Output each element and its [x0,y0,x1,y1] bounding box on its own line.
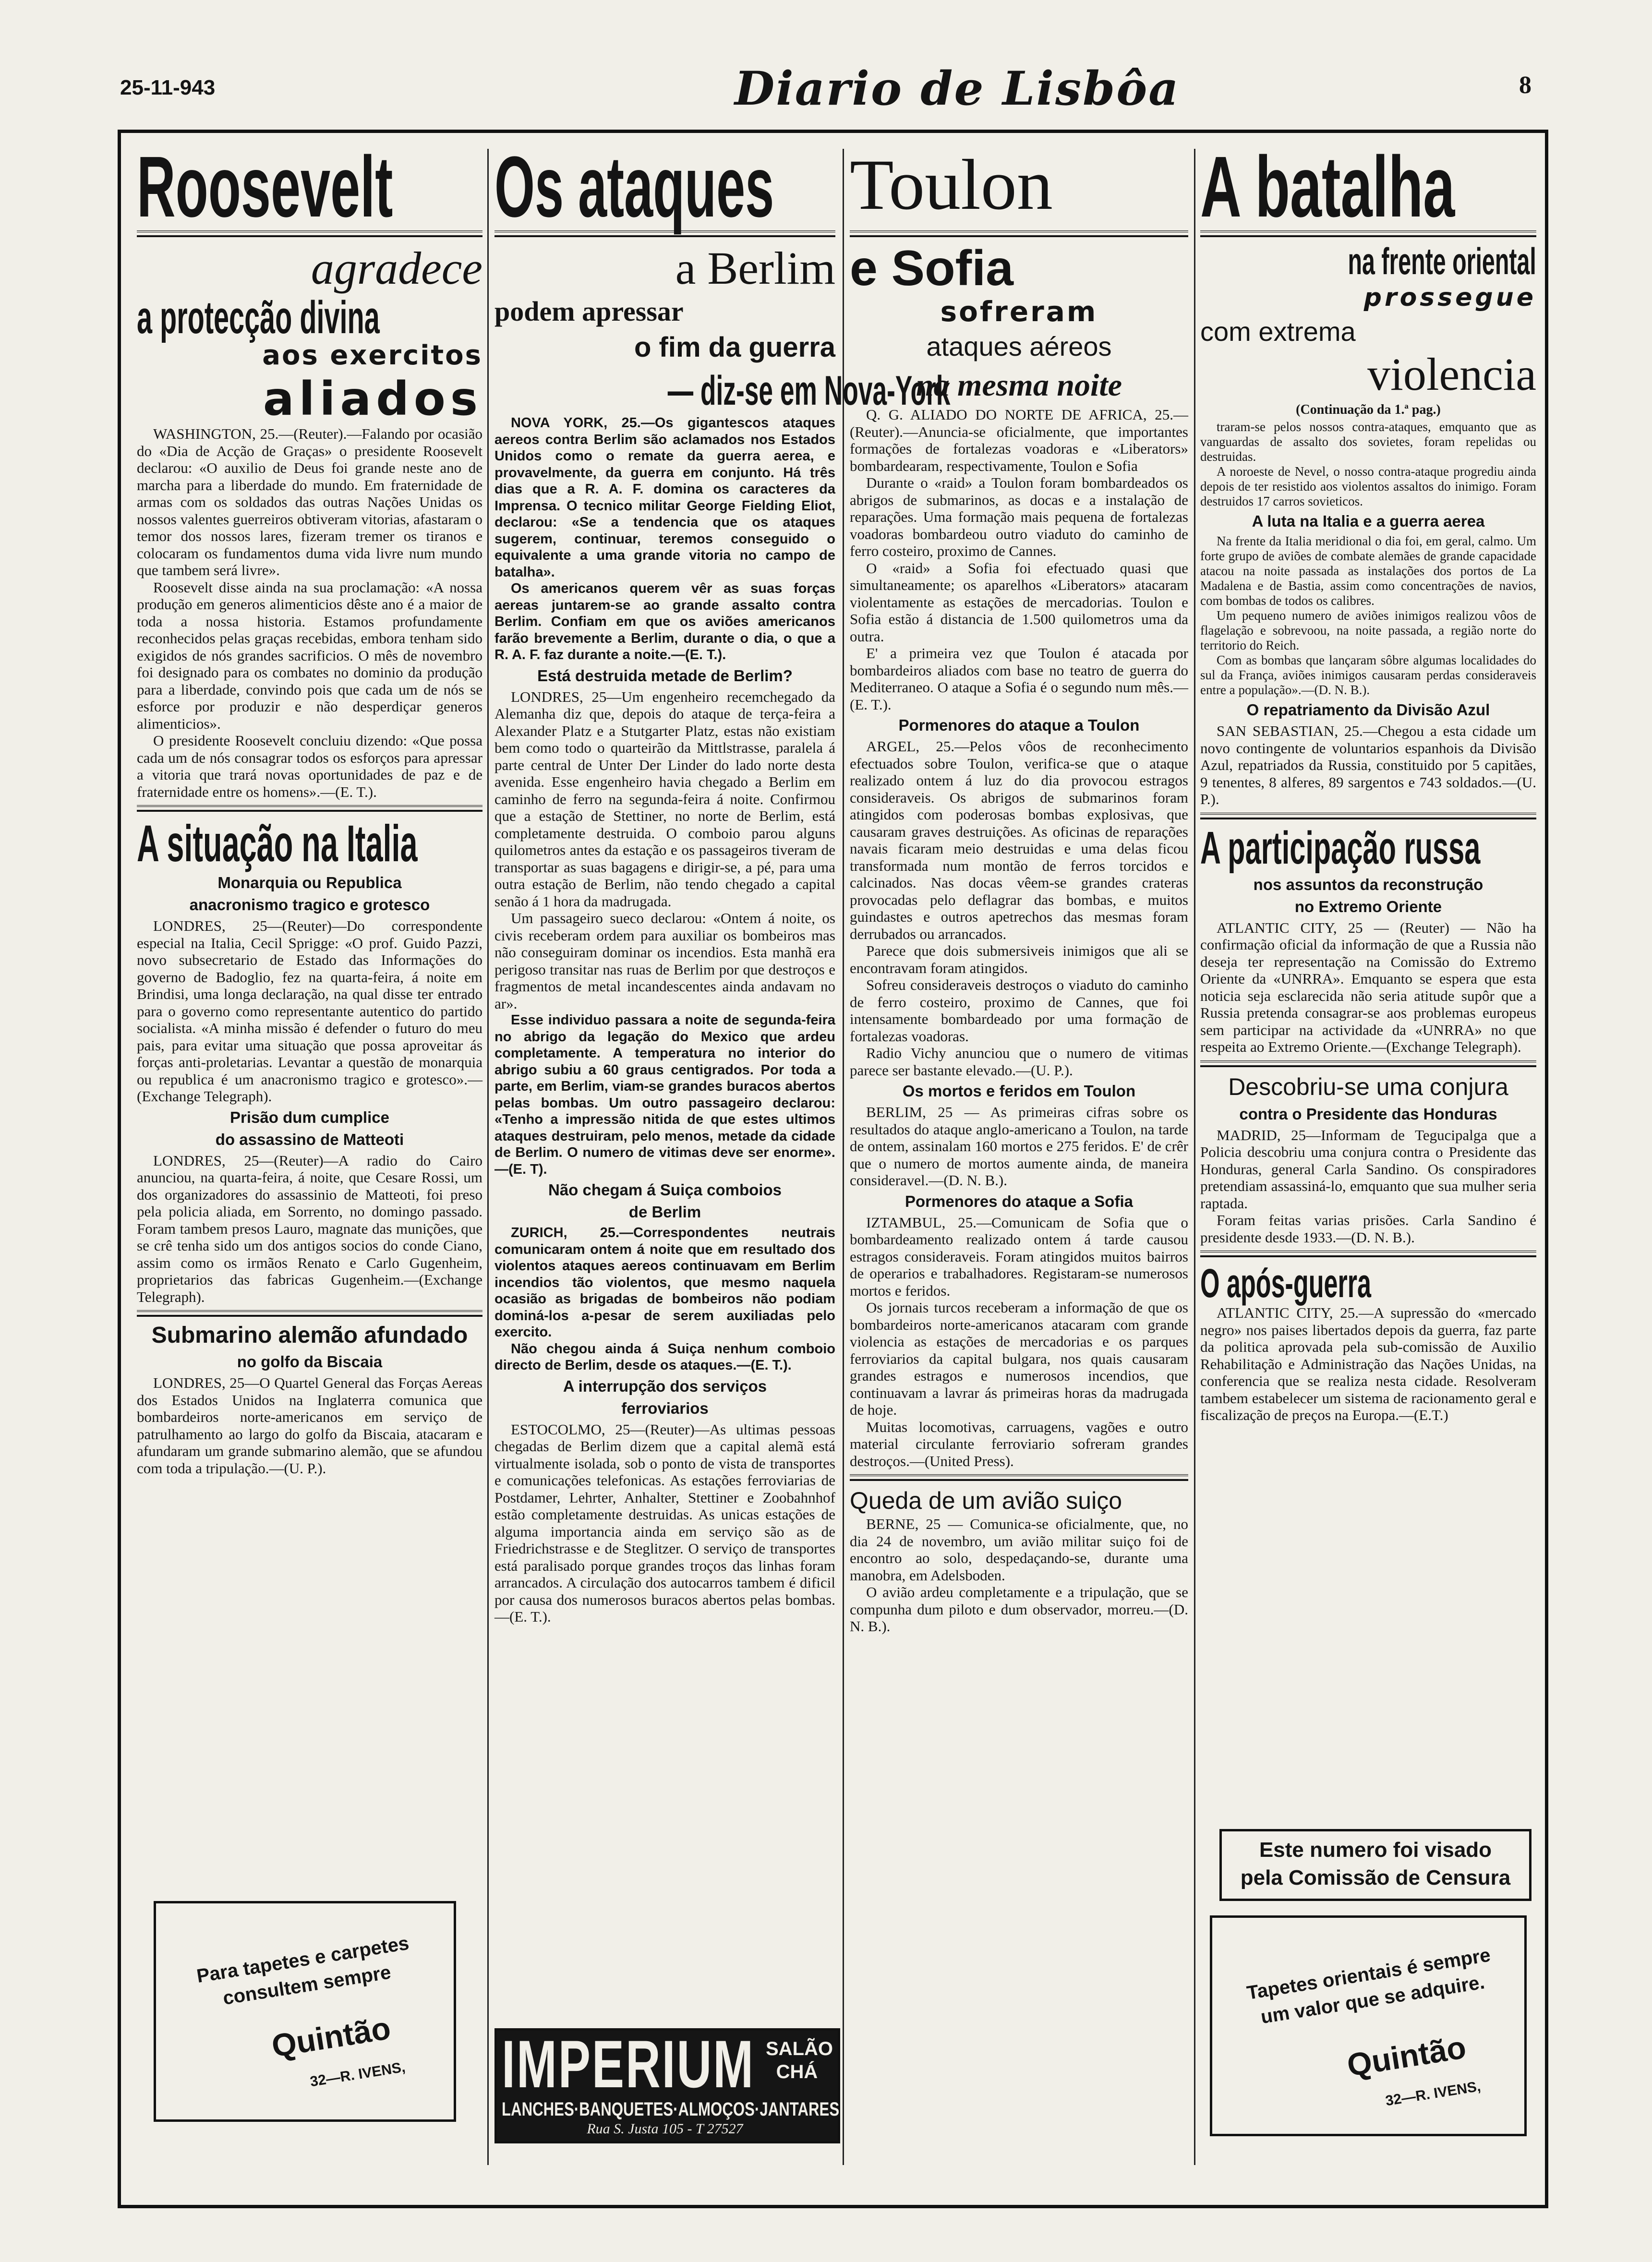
batalha-deck: violencia [1367,349,1536,400]
masthead [86,57,1546,114]
column-3 [850,144,1188,2170]
ad-tagline: Para tapetes e carpetes consultem sempre [195,1932,410,2009]
article-paragraph: Muitas locomotivas, carruagens, vagões e outro material circulante ferroviario sofreram grandes destroços.—(United Press). [850,1418,1188,1469]
quintao-ad-right [1210,1915,1527,2136]
italia-headline: A situação na Italia [137,814,418,872]
roosevelt-deck: agradece [311,242,482,294]
censorship-line: Este numero foi visado [1259,1838,1492,1862]
divider [137,1310,482,1317]
article-paragraph: LONDRES, 25—O Quartel General das Forças Aereas dos Estados Unidos na Inglaterra comunica que bombardeiros norte-americanos em serviço de patrulhamento ao largo do golfo da Biscaia, atacaram e afundaram um grande submarino alemão, que se afundou com toda a tripulação.—(U. P.). [137,1374,482,1477]
ad-tagline: Tapetes orientais é sempre um valor que se adquire. [1245,1944,1492,2028]
roosevelt-deck: aliados [263,372,482,426]
article-paragraph: ATLANTIC CITY, 25.—A supressão do «mercado negro» nos paises libertados depois da guerra, faz parte da politica aprovada pela sub-comissão de Auxilio Rehabilitação e Administração das Nações Unidas, na conferencia que se realiza nesta cidade. Resolveram tambem estabelecer um sistema de racionamento geral e fiscalização de preços na Europa.—(E.T.) [1200,1304,1536,1423]
article-paragraph: Os americanos querem vêr as suas forças aereas juntarem-se ao grande assalto contra Berlim. Confiam em que os aviões americanos farão brevemente a Berlim, durante o dia, o que a R. A. F. faz durante a noite.—(E. T.). [494,581,835,662]
article-paragraph: NOVA YORK, 25.—Os gigantescos ataques aereos contra Berlim são aclamados nos Estados Unidos como o remate da guerra aerea, e provavelmente, da guerra em conjunto. Há três dias que a R. A. F. domina os caracteres da Imprensa. O tecnico militar George Fielding Eliot, declarou: «Se a tendencia que os ataques sugerem, continuar, teremos conseguido o equivalente a uma grande vitoria no campo de batalha». [494,415,835,580]
divider [850,1474,1188,1481]
toulon-deck: e Sofia [850,241,1013,296]
ad-brand: IMPERIUM [502,2026,755,2102]
article-paragraph: LONDRES, 25—Um engenheiro recemchegado da Alemanha diz que, depois do ataque de terça-feira a Alexander Platz e a Stutgarter Platz, estas não existiam bem como todo o quarteirão da Mittlstrasse, paralela á parte central de Unter Der Linder do lado norte desta avenida. Esse engenheiro havia chegado a Berlim em caminho de ferro na segunda-feira á noite. Confirmou que a estação de Stettiner, no norte de Berlim, está completamente destruida. O comboio parou alguns quilometros antes da estação e os passageiros tiveram de transportar as suas bagagens e dirigir-se, a pé, para uma outra estação de Berlim, não tendo chegado a capital senão á 1 hora da madrugada. [494,688,835,910]
italia-subhead: anacronismo tragico e grotesco [189,896,430,914]
article-paragraph: Um pequeno numero de aviões inimigos realizou vôos de flagelação e sobrevoou, na noite passada, a região norte do territorio do Reich. [1200,608,1536,652]
italia-subhead: Monarquia ou Republica [217,874,402,891]
ad-brand: Quintão [1344,2029,1469,2083]
column-rule [843,149,844,2165]
article-paragraph: LONDRES, 25—(Reuter)—A radio do Cairo anunciou, na quarta-feira, á noite, que Cesare Rossi, um dos organizadores do assassinio de Matteoti, foi preso pela policia aliada, em Sorrento, no domingo passado. Foram tambem presos Lauro, magnate das munições, que se crê tenha sido um dos antigos socios do conde Ciano, assim como os irmãos Renato e Carlo Gugenheim, proprietarios das fabricas Gugenheim.—(Exchange Telegraph). [137,1152,482,1305]
ad-address: 32—R. IVENS, [309,2059,407,2090]
sofia-subhead: Pormenores do ataque a Sofia [905,1192,1133,1210]
divider [1200,813,1536,819]
batalha-deck: prossegue [1363,283,1536,312]
article-paragraph: LONDRES, 25—(Reuter)—Do correspondente especial na Italia, Cecil Sprigge: «O prof. Guido Pazzi, novo subsecretario de Estado das Informações do governo de Badoglio, fez na quarta-feira, á noite em Brindisi, uma longa declaração, na qual disse ter entrado para o governo como representante autentico do partido socialista. «A minha missão é defender o futuro do meu pais, para evitar uma situação que possa aproveitar ás forças anti-proletarias. Levantar a questão de monarquia ou republica é um anacronismo tragico e grotesco».—(Exchange Telegraph). [137,917,482,1105]
submarino-article [137,1322,482,1477]
newspaper-title: Diario de Lisbôa [735,61,1180,116]
toulon-subhead: Pormenores do ataque a Toulon [898,716,1140,734]
article-paragraph: O presidente Roosevelt concluiu dizendo: «Que possa cada um de nós consagrar todos os esforços para apressar a vitoria que trará novas oportunidades de paz e de fraternidade entre os homens».—(E. T.). [137,732,482,800]
ataques-deck: o fim da guerra [634,332,835,363]
article-paragraph: ATLANTIC CITY, 25 — (Reuter) — Não ha confirmação oficial da informação de que a Russia não deseja ter representação na Comissão do Extremo Oriente da «UNRRA». Emquanto se espera que esta noticia seja esclarecida não seria atitude supôr que a Russia pretenda consagrar-se aos problemas europeus sem participar na actividade da «UNRRA» no que respeita ao Extremo Oriente.—(Exchange Telegraph). [1200,919,1536,1055]
ataques-deck: podem apressar [494,296,684,327]
batalha-deck: na frente oriental [1348,240,1536,282]
toulon-deck: ataques aéreos [926,331,1112,361]
roosevelt-deck: a protecção divina [137,292,380,343]
divisao-azul-subhead: O repatriamento da Divisão Azul [1246,701,1490,719]
russa-subhead: no Extremo Oriente [1294,897,1442,915]
ad-salao: SALÃO CHÁ [766,2038,833,2082]
article-paragraph: O «raid» a Sofia foi efectuado quasi que simultaneamente; os aparelhos «Liberators» atacaram violentamente as estações de mercadorias. Toulon e Sofia estão á distancia de 1.500 quilometros uma da outra. [850,559,1188,645]
toulon-headline: Toulon [850,145,1053,225]
divider [1200,1060,1536,1067]
italia-subhead: Prisão dum cumplice [230,1108,389,1126]
roosevelt-deck: aos exercitos [262,340,482,371]
issue-date: 25-11-943 [120,76,216,99]
suica-subhead: Não chegam á Suiça comboios [548,1181,782,1199]
article-paragraph: Com as bombas que lançaram sôbre algumas localidades do sul da França, aviões inimigos causaram perdas consideraveis entre a população».—(D. N. B.). [1200,653,1536,697]
batalha-subhead: A luta na Italia e a guerra aerea [1252,512,1485,530]
italia-article [137,814,482,1305]
article-paragraph: ZURICH, 25.—Correspondentes neutrais comunicaram ontem á noite que em resultado dos violentos ataques aereos continuavam em Berlim incendios tão violentos, que mesmo naquela ocasião as brigadas de bombeiros não podiam dominá-los a-pesar de serem auxiliadas pelo exercito. [494,1225,835,1340]
ferroviarios-subhead: A interrupção dos serviços [563,1377,767,1395]
conjura-headline: Descobriu-se uma conjura [1228,1073,1508,1100]
article-paragraph: E' a primeira vez que Toulon é atacada por bombardeiros aliados com base no teatro de guerra do Mediterraneo. O ataque a Sofia é o segundo num mês.—(E. T.). [850,645,1188,713]
suica-subhead: de Berlim [628,1203,701,1221]
ad-services: LANCHES·BANQUETES·ALMOÇOS·JANTARES [502,2099,840,2120]
article-paragraph: Esse individuo passara a noite de segunda-feira no abrigo da legação do Mexico que ardeu completamente. A temperatura no interior do abrigo subiu a 60 graus centigrados. Por toda a parte, em Berlim, viam-se grandes buracos abertos pelas bombas. Um outro passageiro declarou: «Tenho a impressão nitida de que estes ultimos ataques destruiram, pelo menos, metade da cidade de Berlim. O numero de vitimas deve ser enorme».—(E. T). [494,1012,835,1177]
continuation-note: (Continuação da 1.ª pag.) [1296,402,1441,417]
aviao-headline: Queda de um avião suiço [850,1487,1122,1514]
quintao-ad-left [154,1901,456,2122]
censorship-notice [1219,1829,1531,1901]
submarino-headline: Submarino alemão afundado [151,1323,468,1348]
ataques-deck: — diz-se em Nova-York [667,368,951,414]
batalha-article [1200,139,1536,808]
article-paragraph: Foram feitas varias prisões. Carla Sandino é presidente desde 1933.—(D. N. B.). [1200,1212,1536,1246]
ad-address: Rua S. Justa 105 - T 27527 [587,2121,743,2137]
page-number: 8 [1519,72,1531,99]
article-paragraph: Sofreu consideraveis destroços o viaduto do caminho de ferro costeiro, proximo de Cannes, que foi intensamente bombardeado por uma formação de fortalezas voadoras. [850,976,1188,1045]
imperium-ad [494,2028,840,2143]
ad-brand: Quintão [269,2009,393,2064]
article-paragraph: MADRID, 25—Informam de Tegucipalga que a Policia descobriu uma conjura contra o Presidente das Honduras, general Carla Sandino. Os conspiradores pretendiam assassiná-lo, emquanto que sua mulher seria raptada. [1200,1126,1536,1212]
article-paragraph: Não chegou ainda á Suiça nenhum comboio directo de Berlim, desde os ataques.—(E. T.). [494,1341,835,1373]
aposguerra-headline: O após-guerra [1200,1261,1371,1306]
ferroviarios-subhead: ferroviarios [621,1399,709,1417]
article-paragraph: Roosevelt disse ainda na sua proclamação: «A nossa produção em generos alimenticios dêste ano é a maior de toda a nossa historia. Estamos profundamente reconhecidos pelas graças recebidas, embora tenham sido exigidos de nós grandes sacrificios. O mês de novembro foi designado para os combates no dominio da produção para a liberdade, convindo pois que cada um de nós se esforce por produzir e não desperdiçar generos alimenticios». [137,578,482,732]
divider [137,805,482,812]
article-paragraph: BERLIM, 25 — As primeiras cifras sobre os resultados do ataque anglo-americano a Toulon, na tarde de ontem, assinalam 160 mortos e 275 feridos. E' de crêr que o numero de mortos aumente ainda, de maneira consideravel.—(D. N. B.). [850,1104,1188,1189]
destruida-subhead: Está destruida metade de Berlim? [537,666,793,685]
article-paragraph: O avião ardeu completamente e a tripulação, que se compunha dum piloto e dum observador, morreu.—(D. N. B.). [850,1584,1188,1635]
russa-article [1200,824,1536,1056]
article-paragraph: IZTAMBUL, 25.—Comunicam de Sofia que o bombardeamento realizado ontem á tarde causou estragos consideraveis. Foram atingidos muitos bairros de operarios e trabalhadores. Registaram-se numerosos mortos e feridos. [850,1214,1188,1299]
column-rule [487,149,489,2165]
article-paragraph: Os jornais turcos receberam a informação de que os bombardeiros norte-americanos atacaram com grande violencia as estações de mercadorias e os parques ferroviarios da capital bulgara, nos quais causaram grandes estragos e numerosos incendios, que continuavam a lavrar ás primeiras horas da madrugada de hoje. [850,1299,1188,1418]
article-paragraph: BERNE, 25 — Comunica-se oficialmente, que, no dia 24 de novembro, um avião militar suiço foi de encontro ao solo, despedaçando-se, durante uma manobra, em Adelsboden. [850,1516,1188,1584]
italia-subhead: do assassino de Matteoti [215,1130,404,1148]
article-paragraph: WASHINGTON, 25.—(Reuter).—Falando por ocasião do «Dia de Acção de Graças» o presidente Roosevelt declarou: «O auxilio de Deus foi grande neste ano de marcha para a liberdade do mundo. Em fraternidade de armas com os soldados das outras Nações Unidas os nossos valentes guerreiros obtiveram vitorias, afastaram o temor dos nossos lares, fizeram tremer os tiranos e colocaram os fundamentos duma vida livre num mundo que tambem será livre». [137,425,482,578]
toulon-article [850,144,1188,713]
article-paragraph: A noroeste de Nevel, o nosso contra-ataque progrediu ainda depois de ter resistido aos violentos assaltos do inimigo. Foram destruidos 17 carros sovieticos. [1200,464,1536,508]
column-1 [137,139,482,2170]
article-paragraph: traram-se pelos nossos contra-ataques, emquanto que as vanguardas de assalto dos sovietes, foram repelidas ou destruidas. [1200,420,1536,464]
russa-headline: A participação russa [1200,822,1481,874]
article-paragraph: Q. G. ALIADO DO NORTE DE AFRICA, 25.—(Reuter).—Anuncia-se oficialmente, que importantes formações de fortalezas voadoras e «Liberators» bombardearam, respectivamente, Toulon e Sofia [850,406,1188,474]
batalha-deck: com extrema [1200,316,1356,347]
ad-address: 32—R. IVENS, [1384,2078,1482,2109]
conjura-subhead: contra o Presidente das Honduras [1239,1105,1497,1123]
article-paragraph: Radio Vichy anunciou que o numero de vitimas parece ser bastante elevado.—(U. P.). [850,1045,1188,1079]
article-paragraph: Na frente da Italia meridional o dia foi, em geral, calmo. Um forte grupo de aviões de combate alemães de grande capacidade atacou na noite passada as instalações dos portos de La Madalena e de Bastia, assim como concentrações de navios, com bombas de todos os calibres. [1200,534,1536,608]
batalha-headline: A batalha [1200,139,1455,235]
article-paragraph: Durante o «raid» a Toulon foram bombardeados os abrigos de submarinos, as docas e a instalação de reparações. Uma formação mais pequena de fortalezas voadoras bombardeou outro viaduto do caminho de ferro costeiro, proximo de Cannes. [850,474,1188,559]
toulon-deck: sofreram [940,295,1098,328]
article-paragraph: Parece que dois submersiveis inimigos que ali se encontravam foram atingidos. [850,942,1188,976]
conjura-article [1200,1072,1536,1246]
russa-subhead: nos assuntos da reconstrução [1253,875,1483,893]
roosevelt-article [137,139,482,800]
toulon-deck: na mesma noite [916,368,1122,403]
column-rule [1194,149,1195,2165]
article-paragraph: SAN SEBASTIAN, 25.—Chegou a esta cidade um novo contingente de voluntarios espanhois da Divisão Azul, repatriados da Russia, constituido por 5 capitães, 9 tenentes, 8 alferes, 89 sargentos e 743 soldados.—(U. P.). [1200,722,1536,807]
mortos-subhead: Os mortos e feridos em Toulon [902,1082,1136,1100]
roosevelt-headline: Roosevelt [137,139,393,235]
article-paragraph: ARGEL, 25.—Pelos vôos de reconhecimento efectuados sobre Toulon, verifica-se que o ataque realizado ontem á luz do dia provocou estragos consideraveis. Os abrigos de submarinos foram atingidos com poderosas bombas explosivas, que causaram graves destruições. As oficinas de reparações navais ficaram meio destruidas e uma delas ficou transformada num montão de ferros torcidos e calcinados. Nas docas vêem-se grandes crateras provocadas pelo deflagrar das bombas, e muitos guindastes e outros apetrechos das mesmas foram derrubados ou arrancados. [850,738,1188,942]
divider [1200,1251,1536,1257]
divider [850,230,1188,237]
ataques-deck: a Berlim [675,242,835,294]
censorship-line: pela Comissão de Censura [1240,1866,1511,1889]
article-paragraph: Um passageiro sueco declarou: «Ontem á noite, os civis receberam ordem para auxiliar os bombeiros mas não conseguiram dominar os incendios. Esta manhã era perigoso transitar nas ruas de Berlim por que destroços e fragmentos de metal incandescentes ainda andavam no ar». [494,910,835,1012]
aposguerra-article [1200,1262,1536,1424]
ataques-headline: Os ataques [494,139,774,235]
submarino-subhead: no golfo da Biscaia [237,1353,383,1371]
article-paragraph: ESTOCOLMO, 25—(Reuter)—As ultimas pessoas chegadas de Berlim dizem que a capital alemã está virtualmente isolada, sob o ponto de vista de transportes e comunicações telefonicas. As estações ferroviarias de Postdamer, Lehrter, Anhalter, Stettiner e Zoobahnhof estão completamente destruidas. As unicas estações de alguma importancia ainda em serviço são as de Friedrichstrasse e de Steglitzer. O serviço de transportes está paralisado porque grandes troços das linhas foram arrancados. A circulação dos autocarros tambem é dificil por causa dos numerosos buracos abertos pelas bombas.—(E. T.). [494,1420,835,1625]
aviao-article [850,1486,1188,1635]
